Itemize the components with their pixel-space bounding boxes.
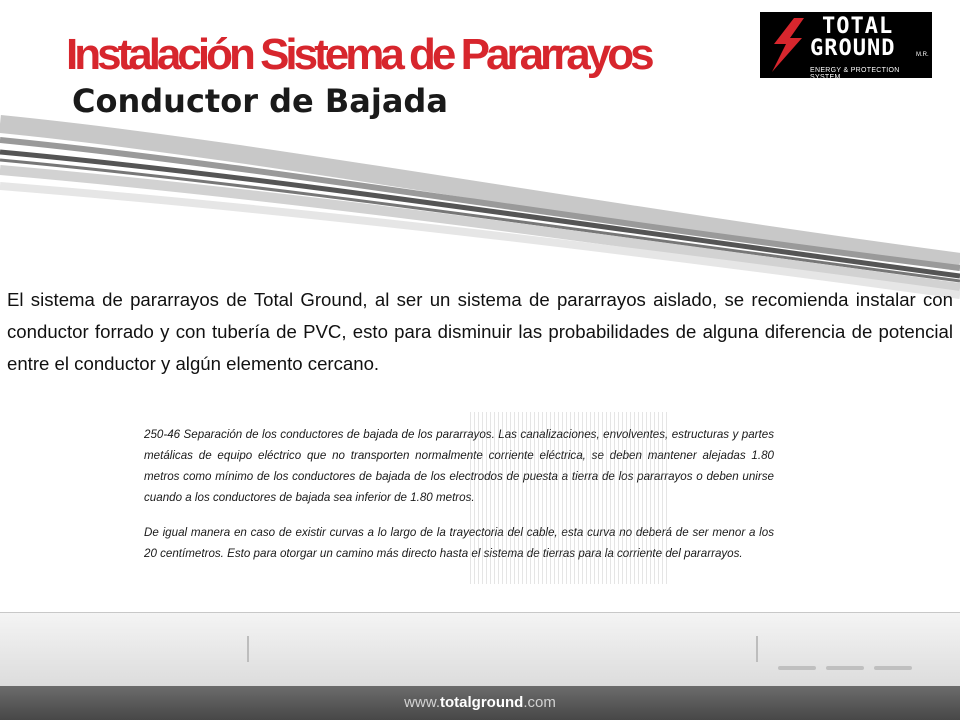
logo-registered-mark: M.R.: [916, 52, 929, 58]
background-hatch-pattern: [470, 412, 670, 584]
panel-dash: [874, 666, 912, 670]
footer-url-domain: totalground: [440, 694, 524, 711]
footer-url[interactable]: [0, 694, 960, 711]
total-ground-logo: [760, 12, 932, 81]
panel-dash: [826, 666, 864, 670]
body-paragraph: El sistema de pararrayos de Total Ground, al ser un sistema de pararrayos aislado, se recomienda instalar con conductor forrado y con tubería de PVC, esto para disminuir las probabilidades de alguna diferencia de potencial entre el conductor y algún elemento cercano.: [7, 289, 953, 374]
footer-bar: [0, 686, 960, 720]
standard-excerpt-image: [128, 412, 786, 596]
panel-divider-left: [247, 636, 249, 662]
footer-url-prefix: www.: [404, 694, 440, 711]
footer-url-suffix: .com: [523, 694, 556, 711]
panel-dash: [778, 666, 816, 670]
slide-title: Instalación Sistema de Pararrayos: [66, 30, 651, 79]
logo-tagline: ENERGY & PROTECTION SYSTEM: [810, 67, 900, 81]
logo-word-ground: GROUND: [810, 36, 896, 61]
bottom-panel: [0, 612, 960, 687]
slide-subtitle: Conductor de Bajada: [72, 82, 448, 120]
panel-divider-right: [756, 636, 758, 662]
lightning-bolt-icon: [764, 16, 810, 74]
logo-word-total: TOTAL: [822, 14, 894, 39]
excerpt-paragraph-2: De igual manera en caso de existir curvas a lo largo de la trayectoria del cable, esta curva no deberá de ser menor a los 20 centímetros. Esto para otorgar un camino más directo hasta el sistema de tierras para la corriente del pararrayos.: [144, 526, 774, 560]
excerpt-paragraph-1: 250-46 Separación de los conductores de bajada de los pararrayos. Las canalizaciones, envolventes, estructuras y partes metálicas de equipo eléctrico que no transporten normalmente corriente eléctrica, se deben mantener alejadas 1.80 metros como mínimo de los conductores de bajada de los electrodos de puesta a tierra de los pararrayos o deben unirse cuando a los conductores de bajada sea inferior de 1.80 metros.: [144, 428, 774, 504]
